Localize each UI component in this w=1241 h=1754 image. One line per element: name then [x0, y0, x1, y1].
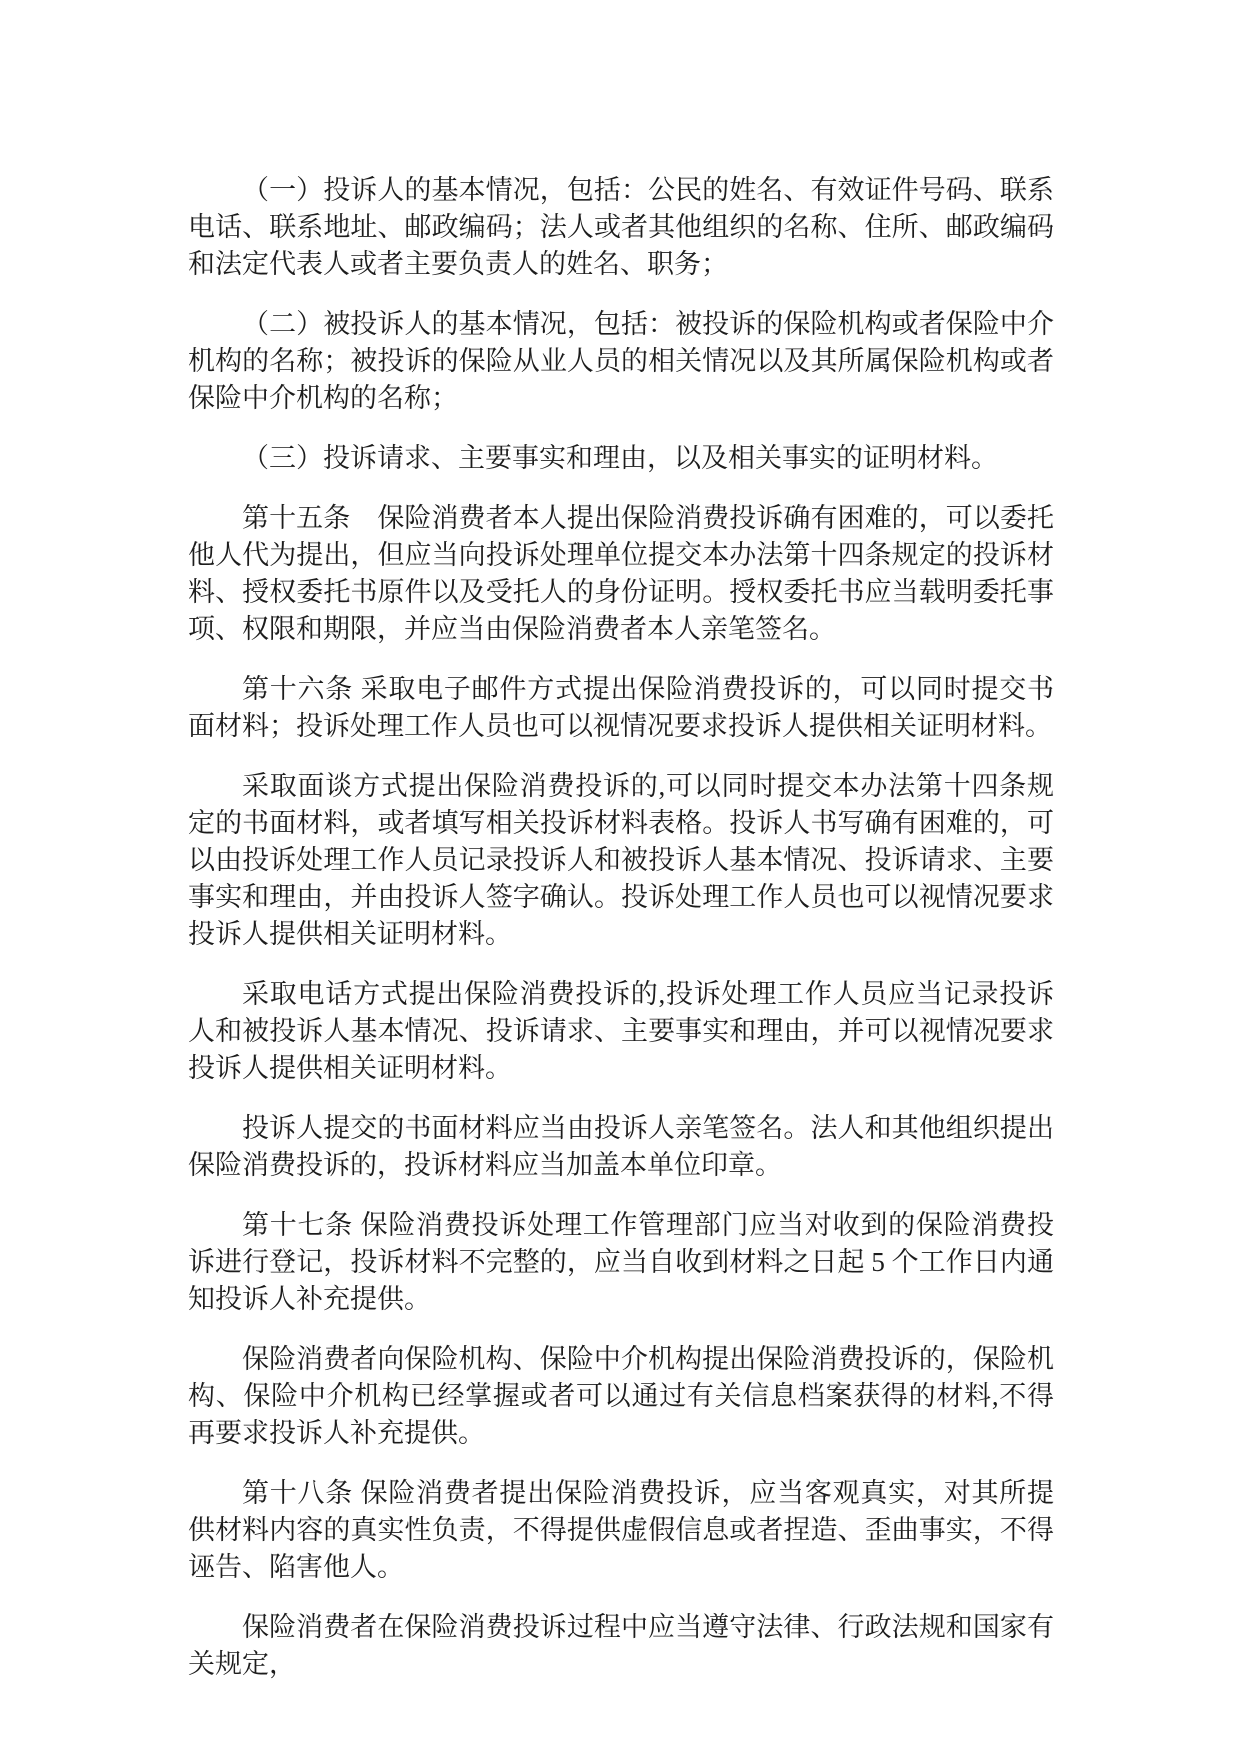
article-16-paragraph-2-interview: 采取面谈方式提出保险消费投诉的,可以同时提交本办法第十四条规定的书面材料，或者填写相关投诉材料表格。投诉人书写确有困难的，可以由投诉处理工作人员记录投诉人和被投诉人基本情况、投诉请求、主要事实和理由，并由投诉人签字确认。投诉处理工作人员也可以视情况要求投诉人提供相关证明材料。 — [188, 771, 1054, 949]
article-18-paragraph-1: 第十八条 保险消费者提出保险消费投诉，应当客观真实，对其所提供材料内容的真实性负责，不得提供虚假信息或者捏造、歪曲事实，不得诬告、陷害他人。 — [188, 1478, 1054, 1582]
article-18-paragraph-2-partial: 保险消费者在保险消费投诉过程中应当遵守法律、行政法规和国家有关规定， — [188, 1612, 1054, 1679]
list-item-1-complainant-info: （一）投诉人的基本情况，包括：公民的姓名、有效证件号码、联系电话、联系地址、邮政编码；法人或者其他组织的名称、住所、邮政编码和法定代表人或者主要负责人的姓名、职务； — [188, 175, 1054, 279]
article-16-paragraph-4-signature: 投诉人提交的书面材料应当由投诉人亲笔签名。法人和其他组织提出保险消费投诉的，投诉材料应当加盖本单位印章。 — [188, 1113, 1054, 1180]
article-16-paragraph-3-telephone: 采取电话方式提出保险消费投诉的,投诉处理工作人员应当记录投诉人和被投诉人基本情况、投诉请求、主要事实和理由，并可以视情况要求投诉人提供相关证明材料。 — [188, 979, 1054, 1083]
article-17-paragraph-1: 第十七条 保险消费投诉处理工作管理部门应当对收到的保险消费投诉进行登记，投诉材料不完整的，应当自收到材料之日起 5 个工作日内通知投诉人补充提供。 — [188, 1210, 1054, 1314]
list-item-2-respondent-info: （二）被投诉人的基本情况，包括：被投诉的保险机构或者保险中介机构的名称；被投诉的保险从业人员的相关情况以及其所属保险机构或者保险中介机构的名称； — [188, 309, 1054, 413]
article-15-paragraph: 第十五条 保险消费者本人提出保险消费投诉确有困难的，可以委托他人代为提出，但应当向投诉处理单位提交本办法第十四条规定的投诉材料、授权委托书原件以及受托人的身份证明。授权委托书应当载明委托事项、权限和期限，并应当由保险消费者本人亲笔签名。 — [188, 503, 1054, 644]
article-17-paragraph-2: 保险消费者向保险机构、保险中介机构提出保险消费投诉的，保险机构、保险中介机构已经掌握或者可以通过有关信息档案获得的材料,不得再要求投诉人补充提供。 — [188, 1344, 1054, 1448]
document-text-block — [188, 172, 1054, 1706]
article-16-paragraph-1: 第十六条 采取电子邮件方式提出保险消费投诉的，可以同时提交书面材料；投诉处理工作人员也可以视情况要求投诉人提供相关证明材料。 — [188, 674, 1054, 741]
list-item-3-complaint-request: （三）投诉请求、主要事实和理由，以及相关事实的证明材料。 — [242, 443, 998, 473]
